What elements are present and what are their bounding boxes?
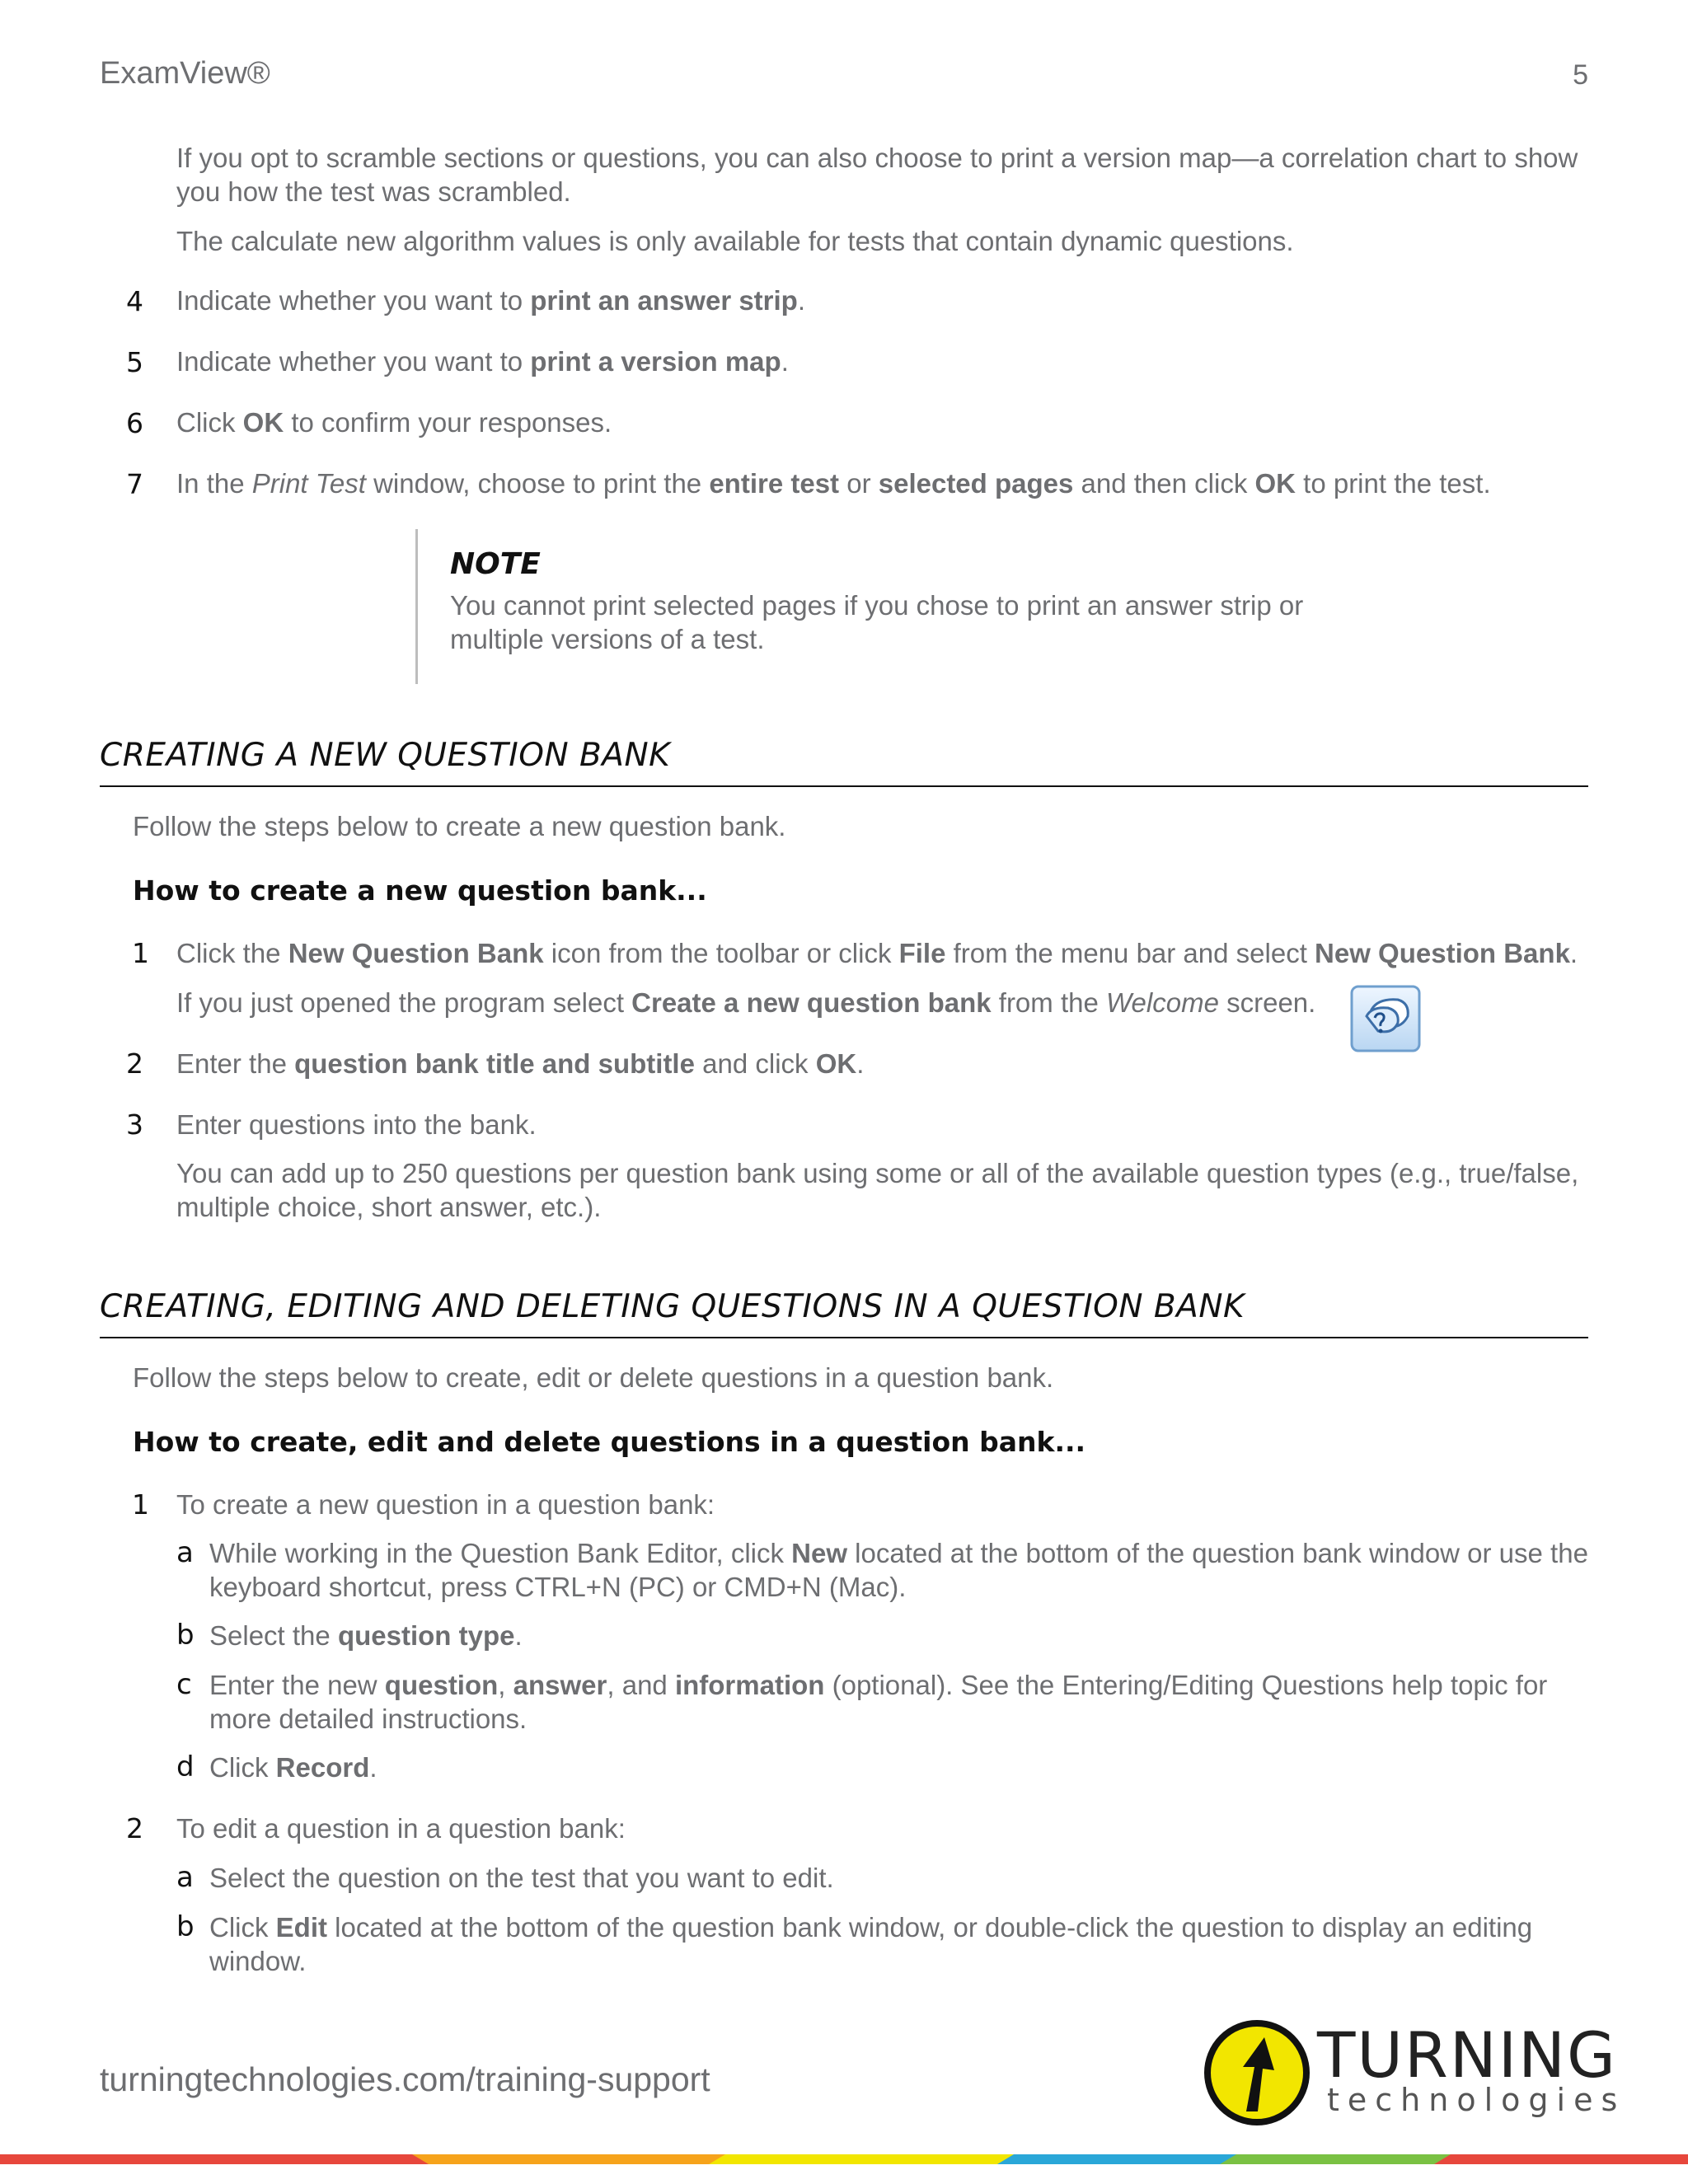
sub-step-text: While working in the Question Bank Editor, click New located at the bottom of the question bank window or use the — [209, 1538, 1588, 1568]
howto-heading: How to create, edit and delete questions in a question bank... — [133, 1426, 1086, 1458]
logo-word-technologies: technologies — [1327, 2082, 1626, 2118]
step-text: Indicate whether you want to print a version map. — [176, 346, 789, 377]
step-detail: You can add up to 250 questions per question bank using some or all of the available question types (e.g., true/false, — [176, 1158, 1579, 1188]
sub-step-text: window. — [209, 1946, 307, 1976]
step-detail: If you just opened the program select Create a new question bank from the Welcome screen. — [176, 987, 1316, 1018]
step-number: 7 — [126, 468, 143, 500]
sub-step-text: Enter the new question, answer, and information (optional). See the Entering/Editing Questions help topic for — [209, 1670, 1548, 1700]
sub-step-letter: b — [176, 1619, 195, 1652]
sub-step-letter: a — [176, 1536, 194, 1569]
section-intro: Follow the steps below to create a new question bank. — [133, 811, 786, 841]
step-number: 6 — [126, 407, 143, 439]
sub-step-text: Select the question type. — [209, 1620, 523, 1651]
document-header-title: ExamView® — [100, 56, 270, 91]
section-divider — [100, 1337, 1588, 1338]
step-number: 1 — [132, 1488, 149, 1521]
intro-paragraph-version-map: If you opt to scramble sections or questions, you can also choose to print a version map—a correlation chart to show you how the test was scrambled. — [176, 143, 1578, 207]
step-number: 4 — [126, 285, 143, 317]
step-number: 5 — [126, 346, 143, 378]
howto-heading: How to create a new question bank... — [133, 874, 707, 907]
section-intro: Follow the steps below to create, edit or delete questions in a question bank. — [133, 1362, 1054, 1393]
sub-step-text: more detailed instructions. — [209, 1704, 528, 1734]
sub-step-letter: d — [176, 1750, 195, 1783]
step-number: 1 — [132, 937, 149, 969]
sub-step-text: Click Edit located at the bottom of the question bank window, or double-click the question to display an editing — [209, 1912, 1533, 1943]
step-text: Indicate whether you want to print an answer strip. — [176, 285, 806, 316]
sub-step-letter: c — [176, 1668, 192, 1701]
step-number: 2 — [126, 1812, 143, 1844]
sub-step-letter: a — [176, 1861, 194, 1894]
note-title: NOTE — [450, 547, 541, 581]
step-text: Enter questions into the bank. — [176, 1109, 537, 1140]
new-question-bank-icon — [1350, 985, 1421, 1052]
note-divider — [415, 529, 418, 684]
step-text: Click OK to confirm your responses. — [176, 407, 612, 438]
step-text: To edit a question in a question bank: — [176, 1813, 626, 1844]
logo-arrow-icon — [1203, 2019, 1311, 2126]
step-text: Enter the question bank title and subtitle and click OK. — [176, 1048, 865, 1079]
sub-step-letter: b — [176, 1910, 195, 1943]
step-text: To create a new question in a question bank: — [176, 1489, 715, 1520]
section-heading-new-question-bank: CREATING A NEW QUESTION BANK — [100, 737, 671, 774]
logo-word-turning: TURNING — [1317, 2018, 1617, 2092]
section-heading-edit-questions: CREATING, EDITING AND DELETING QUESTIONS IN A QUESTION BANK — [100, 1288, 1245, 1325]
sub-step-text: keyboard shortcut, press CTRL+N (PC) or CMD+N (Mac). — [209, 1572, 907, 1602]
step-text: Click the New Question Bank icon from the toolbar or click File from the menu bar and select New Question Bank. — [176, 938, 1578, 968]
section-divider — [100, 785, 1588, 787]
sub-step-text: Select the question on the test that you want to edit. — [209, 1863, 834, 1893]
note-line: multiple versions of a test. — [450, 624, 765, 654]
intro-paragraph-algorithm: The calculate new algorithm values is only available for tests that contain dynamic questions. — [176, 226, 1294, 256]
note-line: You cannot print selected pages if you chose to print an answer strip or — [450, 590, 1304, 621]
turning-technologies-logo — [1203, 2018, 1626, 2126]
page-number: 5 — [1573, 59, 1588, 91]
footer-color-band — [0, 2149, 1688, 2164]
step-detail: multiple choice, short answer, etc.). — [176, 1192, 602, 1222]
footer-url: turningtechnologies.com/training-support — [100, 2060, 710, 2098]
step-text: In the Print Test window, choose to print the entire test or selected pages and then click OK to print the test. — [176, 468, 1491, 499]
step-number: 3 — [126, 1108, 143, 1141]
step-number: 2 — [126, 1047, 143, 1080]
sub-step-text: Click Record. — [209, 1752, 377, 1783]
